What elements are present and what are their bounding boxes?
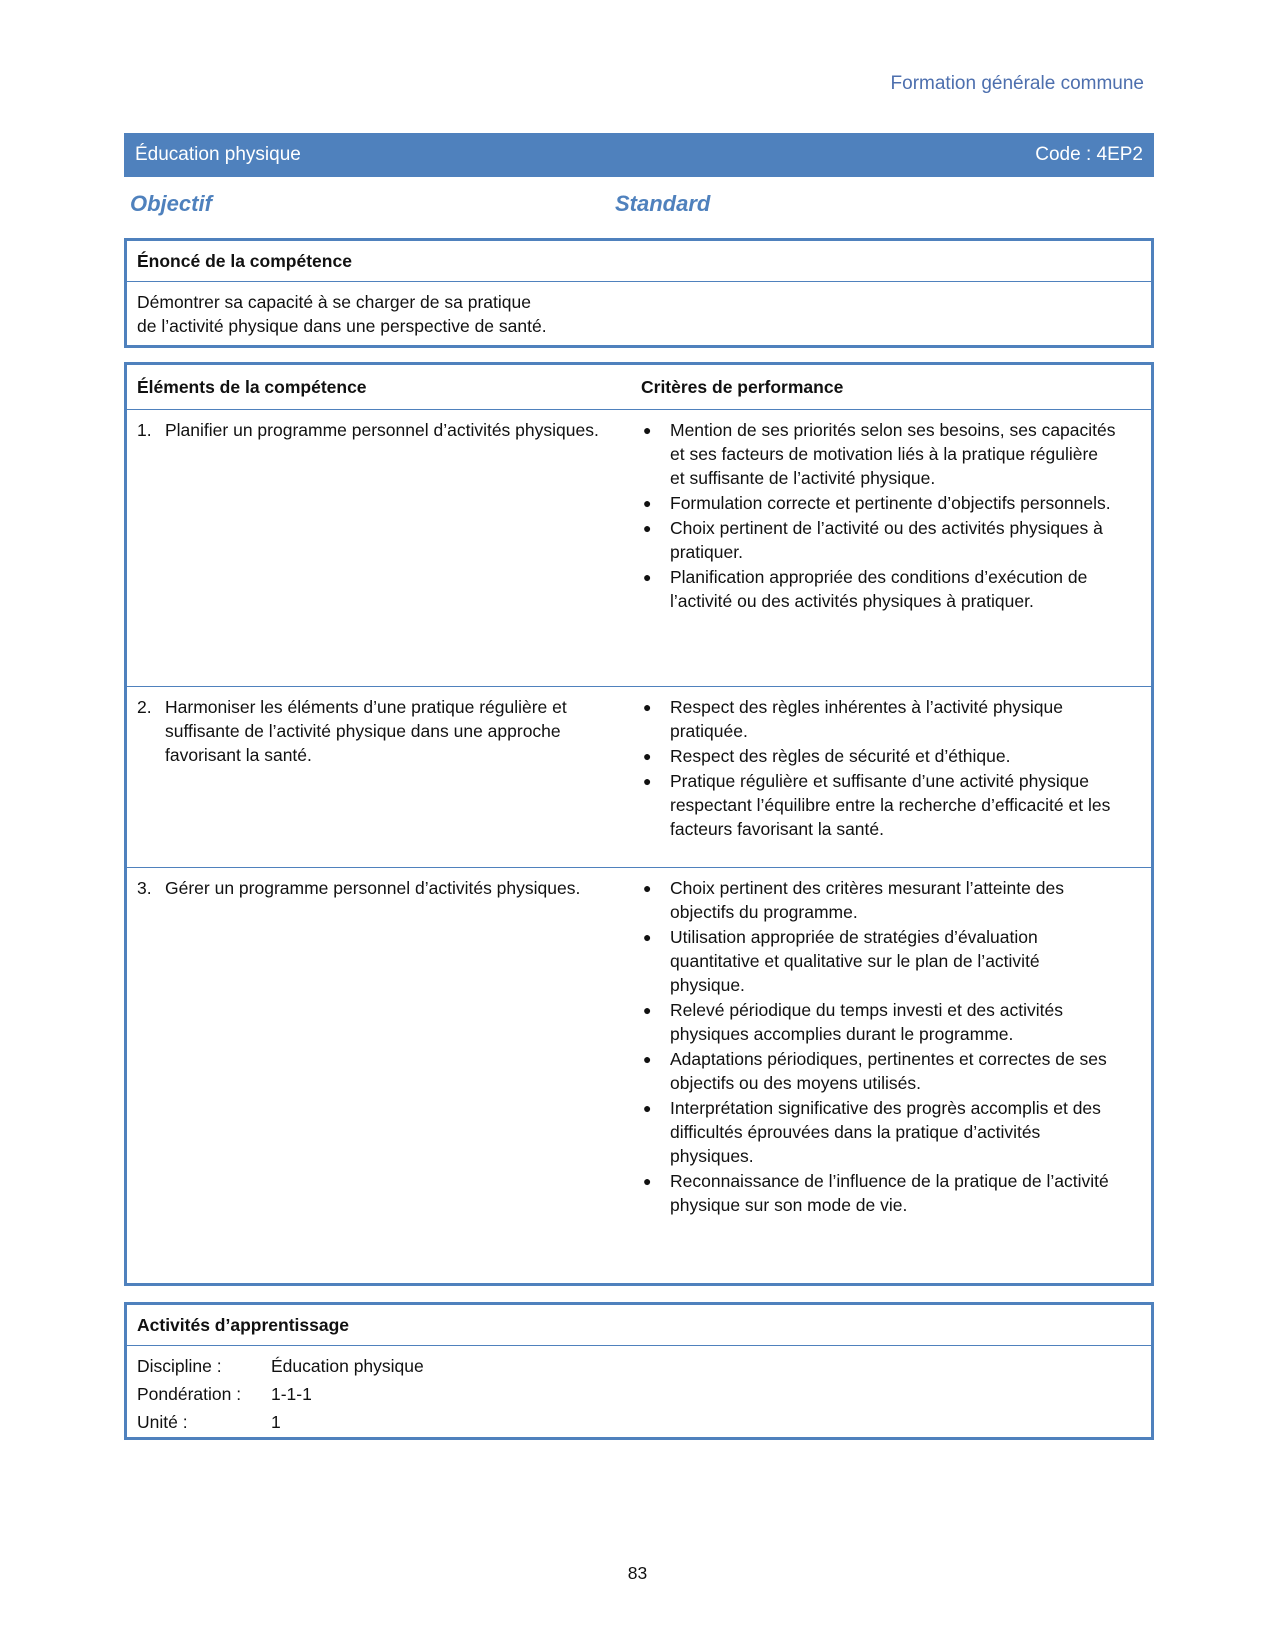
element-text: Gérer un programme personnel d’activités physiques. bbox=[165, 878, 581, 898]
bullet-icon: ● bbox=[643, 1002, 652, 1018]
bullet-icon: ● bbox=[643, 880, 652, 896]
element-number: 2. bbox=[137, 697, 152, 717]
criteria-item: ● Planification appropriée des conditions d’exécution de l’activité ou des activités physiques à pratiquer. bbox=[643, 567, 1088, 611]
elements-table bbox=[124, 362, 1154, 1286]
bullet-icon: ● bbox=[643, 773, 652, 789]
criteria-item: ● Choix pertinent des critères mesurant l’atteinte des objectifs du programme. bbox=[643, 878, 1064, 922]
col-elements-header: Éléments de la compétence bbox=[137, 377, 367, 397]
standard-label: Standard bbox=[615, 191, 711, 216]
enonce-body bbox=[127, 282, 1151, 346]
activites-box bbox=[124, 1302, 1154, 1440]
objectif-label: Objectif bbox=[130, 191, 212, 216]
element-number: 3. bbox=[137, 878, 152, 898]
criteria-list bbox=[641, 418, 1117, 613]
section-header: Formation générale commune bbox=[890, 73, 1144, 94]
table-row bbox=[127, 868, 1151, 1224]
title-bar bbox=[124, 133, 1154, 177]
unite-row bbox=[137, 1408, 1141, 1436]
ponderation-value: 1-1-1 bbox=[271, 1384, 312, 1404]
element-item bbox=[137, 695, 641, 767]
course-code: Code : 4EP2 bbox=[1035, 144, 1143, 165]
activites-body bbox=[127, 1346, 1151, 1442]
criteria-item: ● Relevé périodique du temps investi et des activités physiques accomplies durant le programme. bbox=[643, 1000, 1063, 1044]
bullet-icon: ● bbox=[643, 699, 652, 715]
ponderation-label: Pondération : bbox=[137, 1384, 242, 1404]
bullet-icon: ● bbox=[643, 520, 652, 536]
enonce-heading: Énoncé de la compétence bbox=[127, 241, 1151, 282]
criteria-item: ● Choix pertinent de l’activité ou des activités physiques à pratiquer. bbox=[643, 518, 1103, 562]
bullet-icon: ● bbox=[643, 748, 652, 764]
page-number: 83 bbox=[627, 1563, 648, 1583]
unite-label: Unité : bbox=[137, 1412, 188, 1432]
criteria-item: ● Pratique régulière et suffisante d’une activité physique respectant l’équilibre entre la recherche d’efficacité et les facteurs favorisant la santé. bbox=[643, 771, 1111, 839]
discipline-label: Discipline : bbox=[137, 1356, 222, 1376]
criteria-item: ● Utilisation appropriée de stratégies d’évaluation quantitative et qualitative sur le plan de l’activité physique. bbox=[643, 927, 1040, 995]
discipline-title: Éducation physique bbox=[135, 144, 301, 165]
criteria-item: ● Mention de ses priorités selon ses besoins, ses capacités et ses facteurs de motivation liés à la pratique régulière et suffisante de l’activité physique. bbox=[643, 420, 1116, 488]
bullet-icon: ● bbox=[643, 495, 652, 511]
bullet-icon: ● bbox=[643, 1100, 652, 1116]
unite-value: 1 bbox=[271, 1412, 281, 1432]
discipline-value: Éducation physique bbox=[271, 1356, 424, 1376]
criteria-list bbox=[641, 876, 1117, 1217]
criteria-list bbox=[641, 695, 1117, 841]
element-text: Planifier un programme personnel d’activités physiques. bbox=[165, 420, 599, 440]
criteria-item: ● Reconnaissance de l’influence de la pratique de l’activité physique sur son mode de vie. bbox=[643, 1171, 1109, 1215]
element-number: 1. bbox=[137, 420, 152, 440]
table-row bbox=[127, 410, 1151, 687]
table-row bbox=[127, 687, 1151, 868]
bullet-icon: ● bbox=[643, 569, 652, 585]
col-criteres-header: Critères de performance bbox=[641, 377, 844, 397]
criteria-item: ● Respect des règles inhérentes à l’activité physique pratiquée. bbox=[643, 697, 1063, 741]
elements-table-header bbox=[127, 365, 1151, 410]
criteria-item: ● Formulation correcte et pertinente d’objectifs personnels. bbox=[643, 493, 1111, 513]
element-text: Harmoniser les éléments d’une pratique régulière et suffisante de l’activité physique dans une approche favorisant la santé. bbox=[165, 697, 567, 765]
enonce-line-2: de l’activité physique dans une perspective de santé. bbox=[137, 316, 547, 336]
enonce-box bbox=[124, 238, 1154, 348]
objective-standard-row bbox=[124, 192, 1154, 222]
ponderation-row bbox=[137, 1380, 1141, 1408]
element-item bbox=[137, 418, 641, 442]
criteria-item: ● Respect des règles de sécurité et d’éthique. bbox=[643, 746, 1011, 766]
enonce-line-1: Démontrer sa capacité à se charger de sa pratique bbox=[137, 292, 531, 312]
criteria-item: ● Adaptations périodiques, pertinentes et correctes de ses objectifs ou des moyens utilisés. bbox=[643, 1049, 1107, 1093]
discipline-row bbox=[137, 1352, 1141, 1380]
element-item bbox=[137, 876, 641, 900]
bullet-icon: ● bbox=[643, 422, 652, 438]
bullet-icon: ● bbox=[643, 929, 652, 945]
activites-heading: Activités d’apprentissage bbox=[127, 1305, 1151, 1346]
bullet-icon: ● bbox=[643, 1173, 652, 1189]
criteria-item: ● Interprétation significative des progrès accomplis et des difficultés éprouvées dans la pratique d’activités physiques. bbox=[643, 1098, 1101, 1166]
bullet-icon: ● bbox=[643, 1051, 652, 1067]
